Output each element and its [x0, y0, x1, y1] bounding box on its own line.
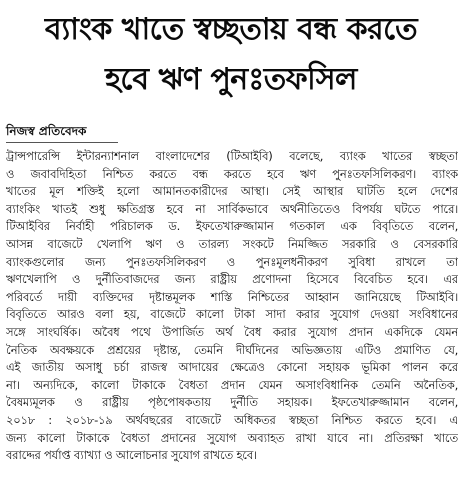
body-line: নৈতিক অবক্ষয়কে প্রশ্রয়ের দৃষ্টান্ত, তেমনি দীর্ঘদিনের অভিজ্ঞতায় এটিও প্রমাণিত যে, — [6, 342, 458, 357]
body-line: বিবৃতিতে আরও বলা হয়, বাজেটে কালো টাকা সাদা করার সুযোগ দেওয়া সংবিধানের — [6, 307, 458, 322]
body-line: না। অন্যদিকে, কালো টাকাকে বৈধতা প্রদান যেমন অসাংবিধানিক তেমনি অনৈতিক, — [6, 377, 458, 392]
byline: নিজস্ব প্রতিবেদক — [6, 124, 87, 138]
headline-line-2: হবে ঋণ পুনঃতফসিল — [105, 62, 357, 97]
body-line: ঋণখেলাপি ও দুর্নীতিবাজদের জন্য রাষ্ট্রীয় প্রণোদনা হিসেবে বিবেচিত হবে। এর — [6, 272, 458, 287]
body-line: ট্রান্সপারেন্সি ইন্টারন্যাশনাল বাংলাদেশের (টিআইবি) বলেছে, ব্যাংক খাতের স্বচ্ছতা — [6, 149, 458, 163]
body-line: সঙ্গে সাংঘর্ষিক। অবৈধ পথে উপার্জিত অর্থ বৈধ করার সুযোগ প্রদান একদিকে যেমন — [6, 324, 458, 339]
body-line: এই জাতীয় অসাধু চর্চা রাজস্ব আদায়ের ক্ষেত্রেও কোনো সহায়ক ভূমিকা পালন করে — [6, 360, 458, 375]
body-line: খাতের মূল শক্তিই হলো আমানতকারীদের আস্থা। সেই আস্থার ঘাটতি হলে দেশের — [6, 184, 458, 199]
body-line: জন্য কালো টাকাকে বৈধতা প্রদানের সুযোগ অব্যাহত রাখা যাবে না। প্রতিরক্ষা খাতে — [6, 430, 458, 445]
body-line: ব্যাংকিং খাতই শুধু ক্ষতিগ্রস্ত হবে না সার্বিকভাবে অর্থনীতিতেও বিপর্যয় ঘটতে পারে। — [6, 201, 458, 216]
body-line: বৈষম্যমূলক ও রাষ্ট্রীয় পৃষ্ঠপোষকতায় দুর্নীতি সহায়ক। ইফতেখারুজ্জামান বলেন, — [6, 395, 458, 410]
body-line: পরিবর্তে দায়ী ব্যক্তিদের দৃষ্টান্তমূলক শাস্তি নিশ্চিতের আহ্বান জানিয়েছে টিআইবি। — [6, 289, 458, 304]
body-line: আসন্ন বাজেটে খেলাপি ঋণ ও তারল্য সংকটে নিমজ্জিত সরকারি ও বেসরকারি — [6, 236, 458, 251]
body-line: ও জবাবদিহিতা নিশ্চিত করতে বন্ধ করতে হবে ঋণ পুনঃতফসিলিকরণ। ব্যাংক — [6, 166, 458, 181]
byline-divider — [6, 142, 118, 143]
body-line: বরাদ্দের পর্যাপ্ত ব্যাখ্যা ও আলোচনার সুযোগ রাখতে হবে। — [6, 448, 257, 463]
body-line: ২০১৮ : ২০১৮-১৯ অর্থবছরের বাজেটে অধিকতর স্বচ্ছতা নিশ্চিত করতে হবে। এ — [6, 412, 458, 427]
body-line: টিআইবির নির্বাহী পরিচালক ড. ইফতেখারুজ্জামান গতকাল এক বিবৃতিতে বলেন, — [6, 219, 458, 234]
headline-line-1: ব্যাংক খাতে স্বচ্ছতায় বন্ধ করতে — [44, 12, 418, 47]
body-line: ব্যাংকগুলোর জন্য পুনঃতফসিলিকরণ ও পুনঃমূলধনীকরণ সুবিধা রাখলে তা — [6, 254, 458, 269]
article-body — [6, 148, 458, 465]
